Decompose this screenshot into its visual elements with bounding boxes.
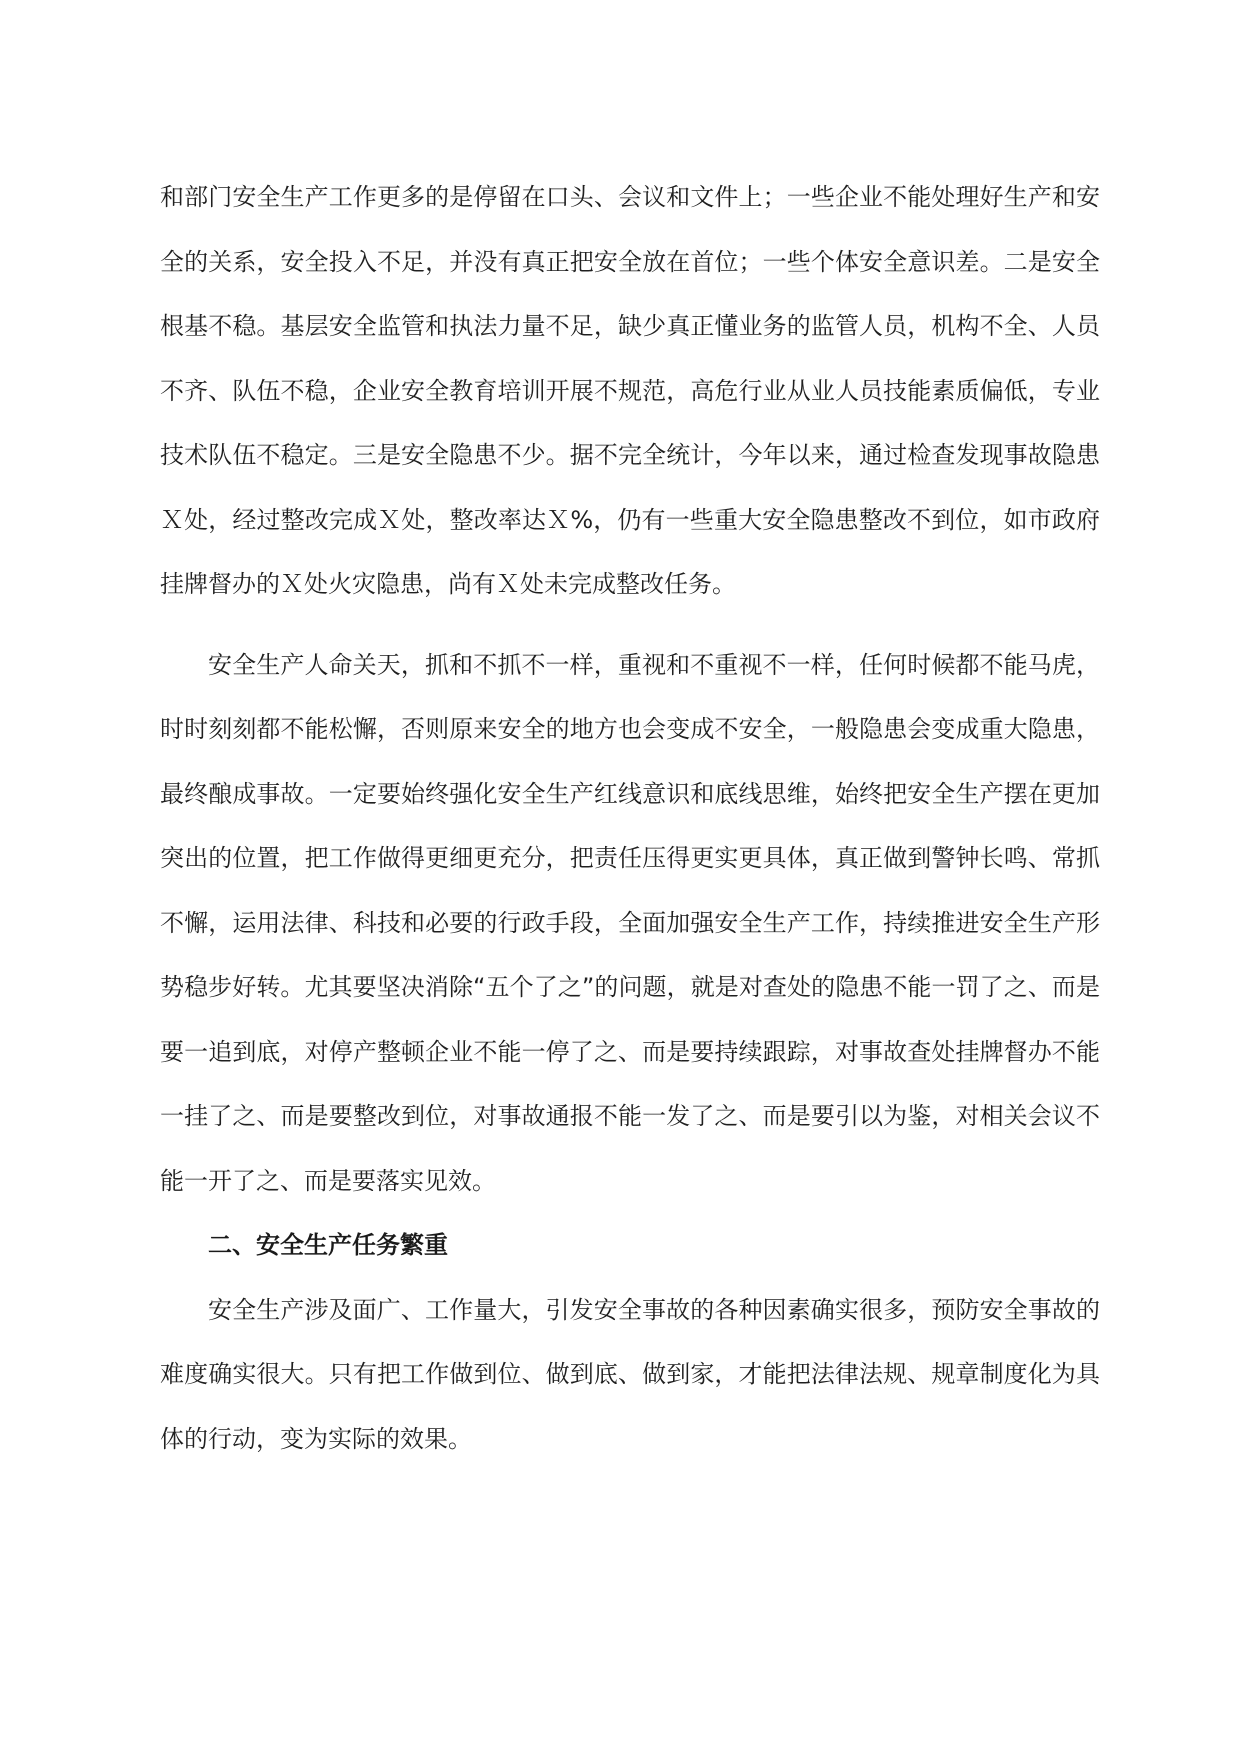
document-body <box>160 165 1100 1471</box>
paragraph-heavy-tasks: 安全生产涉及面广、工作量大，引发安全事故的各种因素确实很多，预防安全事故的难度确实很大。只有把工作做到位、做到底、做到家，才能把法律法规、规章制度化为具体的行动，变为实际的效果。 <box>160 1295 1100 1453</box>
paragraph-safety-problems: 和部门安全生产工作更多的是停留在口头、会议和文件上；一些企业不能处理好生产和安全的关系，安全投入不足，并没有真正把安全放在首位；一些个体安全意识差。二是安全根基不稳。基层安全监管和执法力量不足，缺少真正懂业务的监管人员，机构不全、人员不齐、队伍不稳，企业安全教育培训开展不规范，高危行业从业人员技能素质偏低，专业技术队伍不稳定。三是安全隐患不少。据不完全统计，今年以来，通过检查发现事故隐患Ｘ处，经过整改完成Ｘ处，整改率达Ｘ%，仍有一些重大安全隐患整改不到位，如市政府挂牌督办的Ｘ处火灾隐患，尚有Ｘ处未完成整改任务。 <box>160 183 1100 598</box>
section-heading: 二、安全生产任务繁重 <box>208 1231 448 1259</box>
paragraph-safety-importance: 安全生产人命关天，抓和不抓不一样，重视和不重视不一样，任何时候都不能马虎，时时刻刻都不能松懈，否则原来安全的地方也会变成不安全，一般隐患会变成重大隐患，最终酿成事故。一定要始终强化安全生产红线意识和底线思维，始终把安全生产摆在更加突出的位置，把工作做得更细更充分，把责任压得更实更具体，真正做到警钟长鸣、常抓不懈，运用法律、科技和必要的行政手段，全面加强安全生产工作，持续推进安全生产形势稳步好转。尤其要坚决消除“五个了之”的问题，就是对查处的隐患不能一罚了之、而是要一追到底，对停产整顿企业不能一停了之、而是要持续跟踪，对事故查处挂牌督办不能一挂了之、而是要整改到位，对事故通报不能一发了之、而是要引以为鉴，对相关会议不能一开了之、而是要落实见效。 <box>160 650 1100 1195</box>
